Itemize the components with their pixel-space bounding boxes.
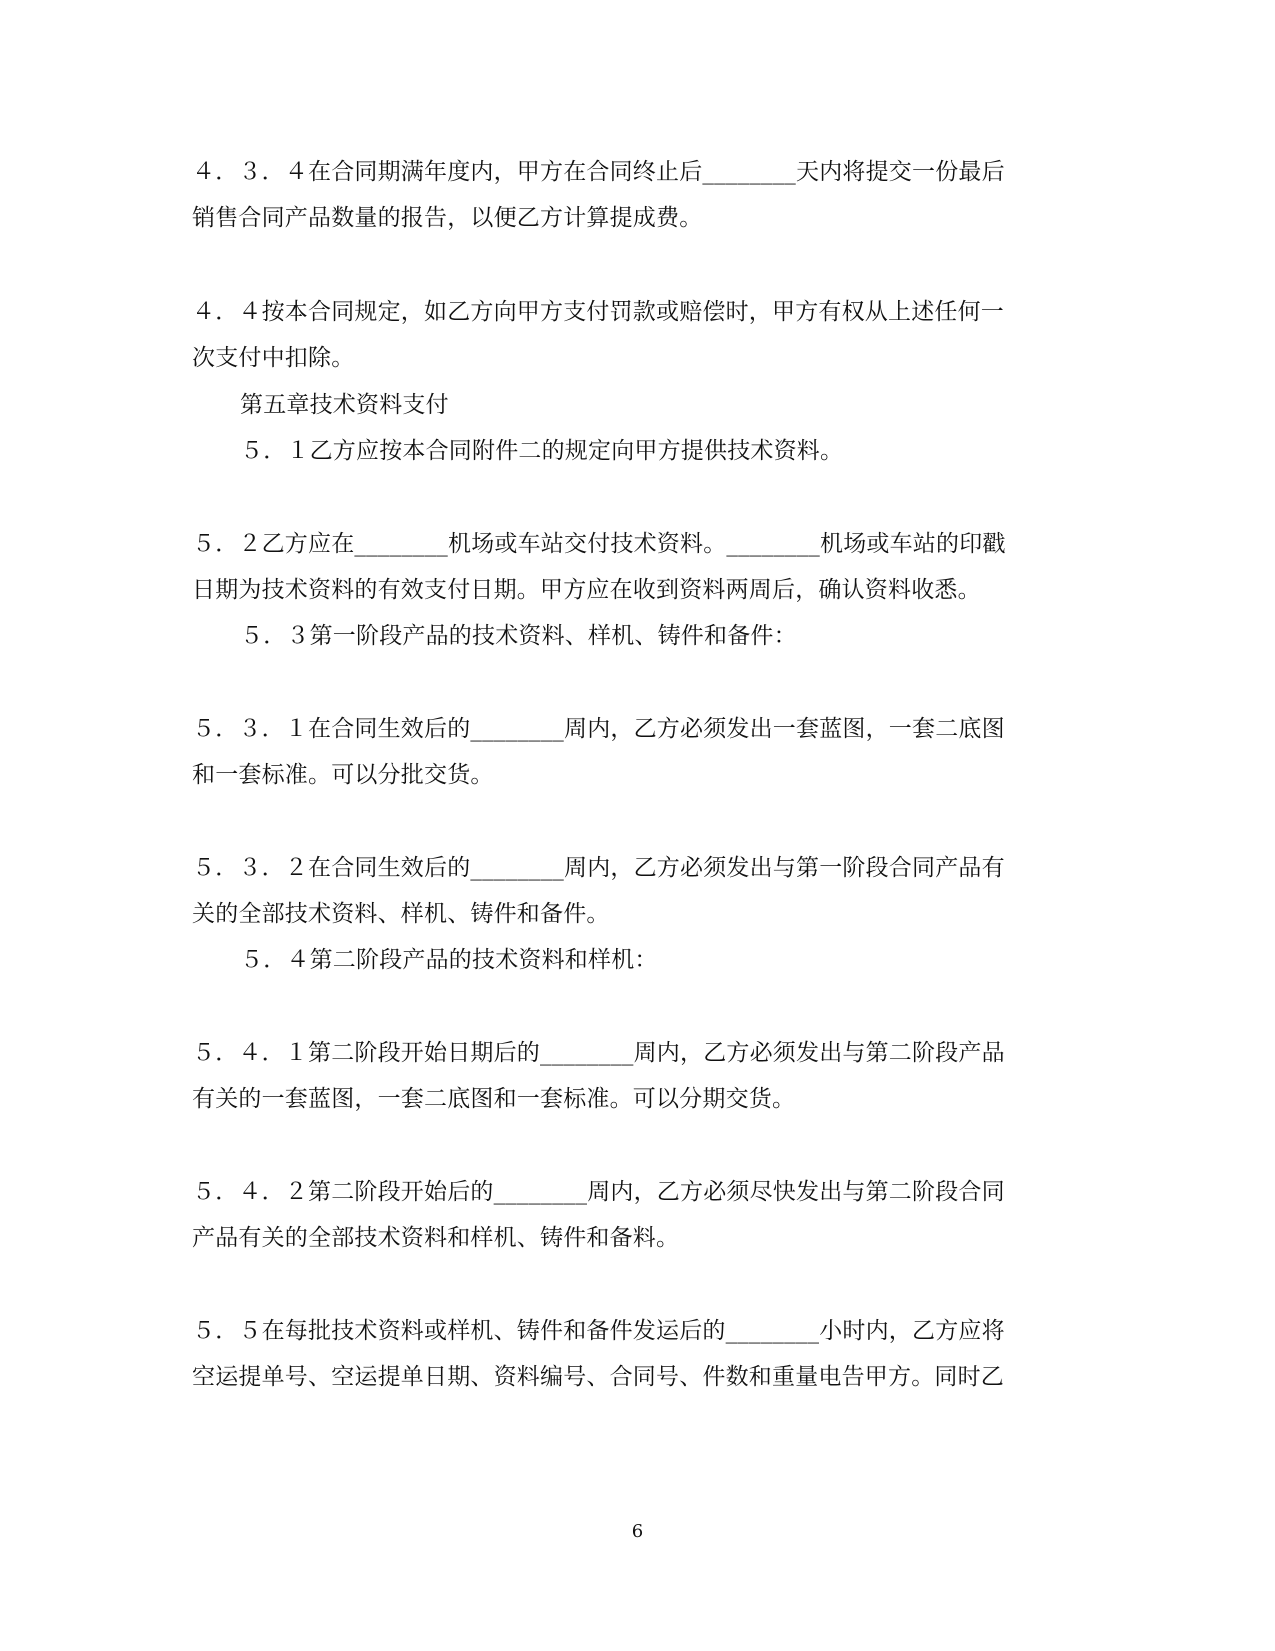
clause-4-3-4-line-1: ４．３．４在合同期满年度内，甲方在合同终止后________天内将提交一份最后 [192,159,1005,185]
clause-5-2-line-1: ５．２乙方应在________机场或车站交付技术资料。________机场或车站的印戳 [192,531,1006,557]
page-number: 6 [631,1521,644,1542]
clause-5-1-line: ５．１乙方应按本合同附件二的规定向甲方提供技术资料。 [240,438,844,464]
clause-5-5-line-1: ５．５在每批技术资料或样机、铸件和备件发运后的________小时内，乙方应将 [192,1318,1005,1344]
clause-5-3-1-line-1: ５．３．１在合同生效后的________周内，乙方必须发出一套蓝图，一套二底图 [192,716,1005,742]
clause-5-4-2-line-1: ５．４．２第二阶段开始后的________周内，乙方必须尽快发出与第二阶段合同 [192,1179,1005,1205]
clause-5-3-line: ５．３第一阶段产品的技术资料、样机、铸件和备件： [240,623,797,649]
clause-5-2-line-2: 日期为技术资料的有效支付日期。甲方应在收到资料两周后，确认资料收悉。 [192,577,981,603]
clause-5-4-2-line-2: 产品有关的全部技术资料和样机、铸件和备料。 [192,1225,680,1251]
clause-4-3-4-line-2: 销售合同产品数量的报告，以便乙方计算提成费。 [192,205,703,231]
clause-4-4-line-2: 次支付中扣除。 [192,345,355,371]
clause-5-3-2-line-1: ５．３．２在合同生效后的________周内，乙方必须发出与第一阶段合同产品有 [192,855,1005,881]
clause-5-3-2-line-2: 关的全部技术资料、样机、铸件和备件。 [192,901,610,927]
chapter-five-heading: 第五章技术资料支付 [240,392,449,418]
clause-5-4-1-line-2: 有关的一套蓝图，一套二底图和一套标准。可以分期交货。 [192,1086,796,1112]
clause-5-3-1-line-2: 和一套标准。可以分批交货。 [192,762,494,788]
clause-5-5-line-2: 空运提单号、空运提单日期、资料编号、合同号、件数和重量电告甲方。同时乙 [192,1364,1004,1390]
clause-5-4-line: ５．４第二阶段产品的技术资料和样机： [240,947,658,973]
clause-4-4-line-1: ４．４按本合同规定，如乙方向甲方支付罚款或赔偿时，甲方有权从上述任何一 [192,299,1004,325]
clause-5-4-1-line-1: ５．４．１第二阶段开始日期后的________周内，乙方必须发出与第二阶段产品 [192,1040,1005,1066]
